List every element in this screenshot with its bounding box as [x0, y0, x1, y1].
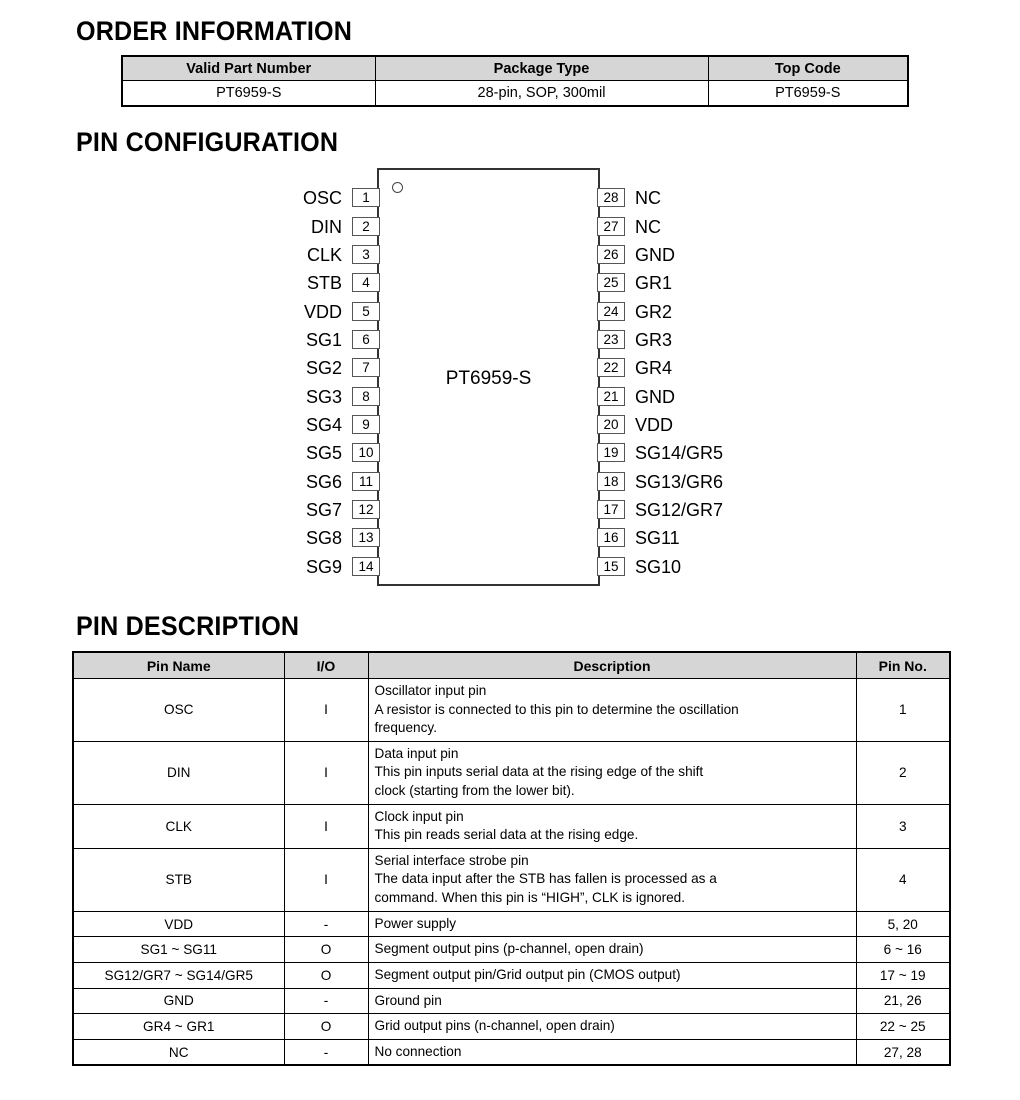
- description-line: Segment output pin/Grid output pin (CMOS output): [374, 966, 681, 982]
- pin-label-13: SG8: [305, 527, 342, 548]
- cell-io: O: [284, 1014, 368, 1040]
- col-header-io: I/O: [284, 652, 368, 679]
- pin-label-10: SG5: [305, 442, 342, 463]
- description-line: Power supply: [374, 915, 457, 931]
- pin-label-3: CLK: [306, 244, 342, 265]
- pin-number-27: 27: [597, 217, 625, 236]
- description-line: Grid output pins (n-channel, open drain): [374, 1018, 615, 1034]
- pin-label-15: SG10: [635, 556, 682, 577]
- pin-label-16: SG11: [635, 527, 680, 548]
- pin-description-heading: PIN DESCRIPTION: [76, 611, 300, 641]
- pin-label-27: NC: [635, 216, 661, 237]
- pin-label-4: STB: [306, 272, 342, 293]
- pin-row-right-27: [597, 217, 797, 236]
- col-header-pin-no: Pin No.: [856, 652, 950, 679]
- pin-label-7: SG2: [305, 357, 342, 378]
- pin-number-26: 26: [597, 245, 625, 264]
- pin-row-right-16: [597, 528, 797, 547]
- col-header-pin-name: Pin Name: [73, 652, 284, 679]
- cell-io: I: [284, 679, 368, 742]
- pin-row-left-4: [290, 273, 380, 292]
- pin-number-2: 2: [352, 217, 380, 236]
- description-line: Serial interface strobe pin: [374, 852, 529, 868]
- cell-pin-no: 22 ~ 25: [856, 1014, 950, 1040]
- pin-row-left-5: [290, 302, 380, 321]
- description-line: Ground pin: [374, 992, 442, 1008]
- description-line: Data input pin: [374, 745, 459, 761]
- cell-pin-name: NC: [73, 1039, 284, 1065]
- cell-pin-no: 27, 28: [856, 1039, 950, 1065]
- pin-label-1: OSC: [302, 187, 342, 208]
- pin-row-right-21: [597, 387, 797, 406]
- pin-label-17: SG12/GR7: [635, 499, 724, 520]
- pin-row-left-10: [290, 443, 380, 462]
- table-row: [73, 988, 950, 1014]
- pin-label-22: GR4: [635, 357, 673, 378]
- pin-label-2: DIN: [311, 216, 342, 237]
- cell-top-code: PT6959-S: [708, 81, 908, 107]
- pin-row-right-23: [597, 330, 797, 349]
- pin-number-17: 17: [597, 500, 625, 519]
- cell-io: -: [284, 1039, 368, 1065]
- pin-number-16: 16: [597, 528, 625, 547]
- pin-number-4: 4: [352, 273, 380, 292]
- table-row: [73, 1014, 950, 1040]
- col-header-package-type: Package Type: [375, 56, 708, 81]
- table-row: [73, 848, 950, 911]
- pin-label-25: GR1: [635, 272, 673, 293]
- cell-pin-name: GR4 ~ GR1: [73, 1014, 284, 1040]
- pin-label-24: GR2: [635, 301, 673, 322]
- pin-number-22: 22: [597, 358, 625, 377]
- cell-description: [368, 804, 856, 848]
- pin-number-25: 25: [597, 273, 625, 292]
- pin-number-6: 6: [352, 330, 380, 349]
- cell-pin-name: OSC: [73, 679, 284, 742]
- pin-number-9: 9: [352, 415, 380, 434]
- cell-pin-no: 17 ~ 19: [856, 962, 950, 988]
- description-line: clock (starting from the lower bit).: [374, 783, 575, 799]
- cell-description: [368, 962, 856, 988]
- description-line: command. When this pin is “HIGH”, CLK is ignored.: [374, 890, 685, 906]
- cell-pin-name: VDD: [73, 911, 284, 937]
- description-line: No connection: [374, 1043, 462, 1059]
- cell-io: I: [284, 848, 368, 911]
- cell-io: -: [284, 988, 368, 1014]
- chip-part-label: PT6959-S: [445, 368, 532, 389]
- pin-row-right-18: [597, 472, 797, 491]
- table-row: [73, 937, 950, 963]
- table-row: [73, 1039, 950, 1065]
- cell-pin-name: SG12/GR7 ~ SG14/GR5: [73, 962, 284, 988]
- pin-number-12: 12: [352, 500, 380, 519]
- description-line: This pin inputs serial data at the rising edge of the shift: [374, 764, 704, 780]
- cell-description: [368, 1014, 856, 1040]
- pin-number-3: 3: [352, 245, 380, 264]
- table-header-row: [122, 56, 908, 81]
- pin-label-9: SG4: [305, 414, 342, 435]
- pin-number-28: 28: [597, 188, 625, 207]
- description-line: Clock input pin: [374, 808, 464, 824]
- cell-io: O: [284, 937, 368, 963]
- pin-label-23: GR3: [635, 329, 673, 350]
- pin-label-12: SG7: [305, 499, 342, 520]
- pin-label-8: SG3: [305, 386, 342, 407]
- col-header-top-code: Top Code: [708, 56, 908, 81]
- pin-number-15: 15: [597, 557, 625, 576]
- pin-row-right-20: [597, 415, 797, 434]
- pin-row-left-11: [290, 472, 380, 491]
- pin-number-8: 8: [352, 387, 380, 406]
- pin-label-18: SG13/GR6: [635, 471, 724, 492]
- pin-row-left-9: [290, 415, 380, 434]
- pin-row-left-1: [290, 188, 380, 207]
- cell-io: I: [284, 741, 368, 804]
- order-information-heading: ORDER INFORMATION: [76, 16, 353, 46]
- pin-number-21: 21: [597, 387, 625, 406]
- cell-pin-no: 21, 26: [856, 988, 950, 1014]
- cell-pin-no: 4: [856, 848, 950, 911]
- pin-row-left-6: [290, 330, 380, 349]
- cell-pin-no: 3: [856, 804, 950, 848]
- cell-pin-name: CLK: [73, 804, 284, 848]
- cell-pin-name: GND: [73, 988, 284, 1014]
- cell-pin-no: 6 ~ 16: [856, 937, 950, 963]
- pin-label-11: SG6: [305, 471, 342, 492]
- pin-number-18: 18: [597, 472, 625, 491]
- cell-description: [368, 1039, 856, 1065]
- cell-description: [368, 679, 856, 742]
- cell-package-type: 28-pin, SOP, 300mil: [375, 81, 708, 107]
- pin-label-21: GND: [635, 386, 675, 407]
- order-information-table: [121, 55, 909, 107]
- table-row: [122, 81, 908, 107]
- pin-row-left-3: [290, 245, 380, 264]
- cell-valid-part-number: PT6959-S: [122, 81, 375, 107]
- pin1-notch-circle-icon: [392, 182, 403, 193]
- pin-number-24: 24: [597, 302, 625, 321]
- pin-row-left-7: [290, 358, 380, 377]
- pin-label-28: NC: [635, 187, 661, 208]
- description-line: This pin reads serial data at the rising edge.: [374, 827, 639, 843]
- pin-row-right-24: [597, 302, 797, 321]
- cell-pin-name: STB: [73, 848, 284, 911]
- pin-row-left-8: [290, 387, 380, 406]
- cell-description: [368, 848, 856, 911]
- description-line: A resistor is connected to this pin to determine the oscillation: [374, 701, 739, 717]
- cell-pin-no: 1: [856, 679, 950, 742]
- pin-label-26: GND: [635, 244, 675, 265]
- pin-row-right-17: [597, 500, 797, 519]
- pin-configuration-diagram: [0, 160, 1020, 600]
- pin-number-1: 1: [352, 188, 380, 207]
- pin-label-5: VDD: [303, 301, 342, 322]
- pin-number-7: 7: [352, 358, 380, 377]
- col-header-description: Description: [368, 652, 856, 679]
- pin-row-right-25: [597, 273, 797, 292]
- cell-pin-name: DIN: [73, 741, 284, 804]
- pin-row-right-22: [597, 358, 797, 377]
- pin-description-table: [72, 651, 951, 1066]
- pin-number-14: 14: [352, 557, 380, 576]
- cell-pin-no: 2: [856, 741, 950, 804]
- cell-description: [368, 911, 856, 937]
- pin-number-10: 10: [352, 443, 380, 462]
- cell-io: O: [284, 962, 368, 988]
- pin-row-right-28: [597, 188, 797, 207]
- pin-number-11: 11: [352, 472, 380, 491]
- pin-label-20: VDD: [635, 414, 674, 435]
- cell-pin-name: SG1 ~ SG11: [73, 937, 284, 963]
- cell-io: I: [284, 804, 368, 848]
- pin-label-6: SG1: [305, 329, 342, 350]
- pin-row-left-13: [290, 528, 380, 547]
- pin-row-left-14: [290, 557, 380, 576]
- pin-number-23: 23: [597, 330, 625, 349]
- cell-io: -: [284, 911, 368, 937]
- table-header-row: [73, 652, 950, 679]
- pin-number-19: 19: [597, 443, 625, 462]
- description-line: Oscillator input pin: [374, 683, 487, 698]
- col-header-valid-part-number: Valid Part Number: [122, 56, 375, 81]
- table-row: [73, 962, 950, 988]
- pin-row-left-2: [290, 217, 380, 236]
- pin-row-right-15: [597, 557, 797, 576]
- table-row: [73, 741, 950, 804]
- pin-row-right-19: [597, 443, 797, 462]
- cell-description: [368, 988, 856, 1014]
- cell-description: [368, 741, 856, 804]
- pin-row-left-12: [290, 500, 380, 519]
- pin-number-13: 13: [352, 528, 380, 547]
- table-row: [73, 911, 950, 937]
- pin-number-5: 5: [352, 302, 380, 321]
- description-line: The data input after the STB has fallen is processed as a: [374, 871, 717, 887]
- description-line: frequency.: [374, 720, 437, 736]
- pin-number-20: 20: [597, 415, 625, 434]
- pin-configuration-heading: PIN CONFIGURATION: [76, 127, 339, 157]
- pin-label-14: SG9: [305, 556, 342, 577]
- pin-row-right-26: [597, 245, 797, 264]
- pin-label-19: SG14/GR5: [635, 442, 724, 463]
- cell-pin-no: 5, 20: [856, 911, 950, 937]
- description-line: Segment output pins (p-channel, open drain): [374, 941, 644, 957]
- table-row: [73, 679, 950, 742]
- table-row: [73, 804, 950, 848]
- cell-description: [368, 937, 856, 963]
